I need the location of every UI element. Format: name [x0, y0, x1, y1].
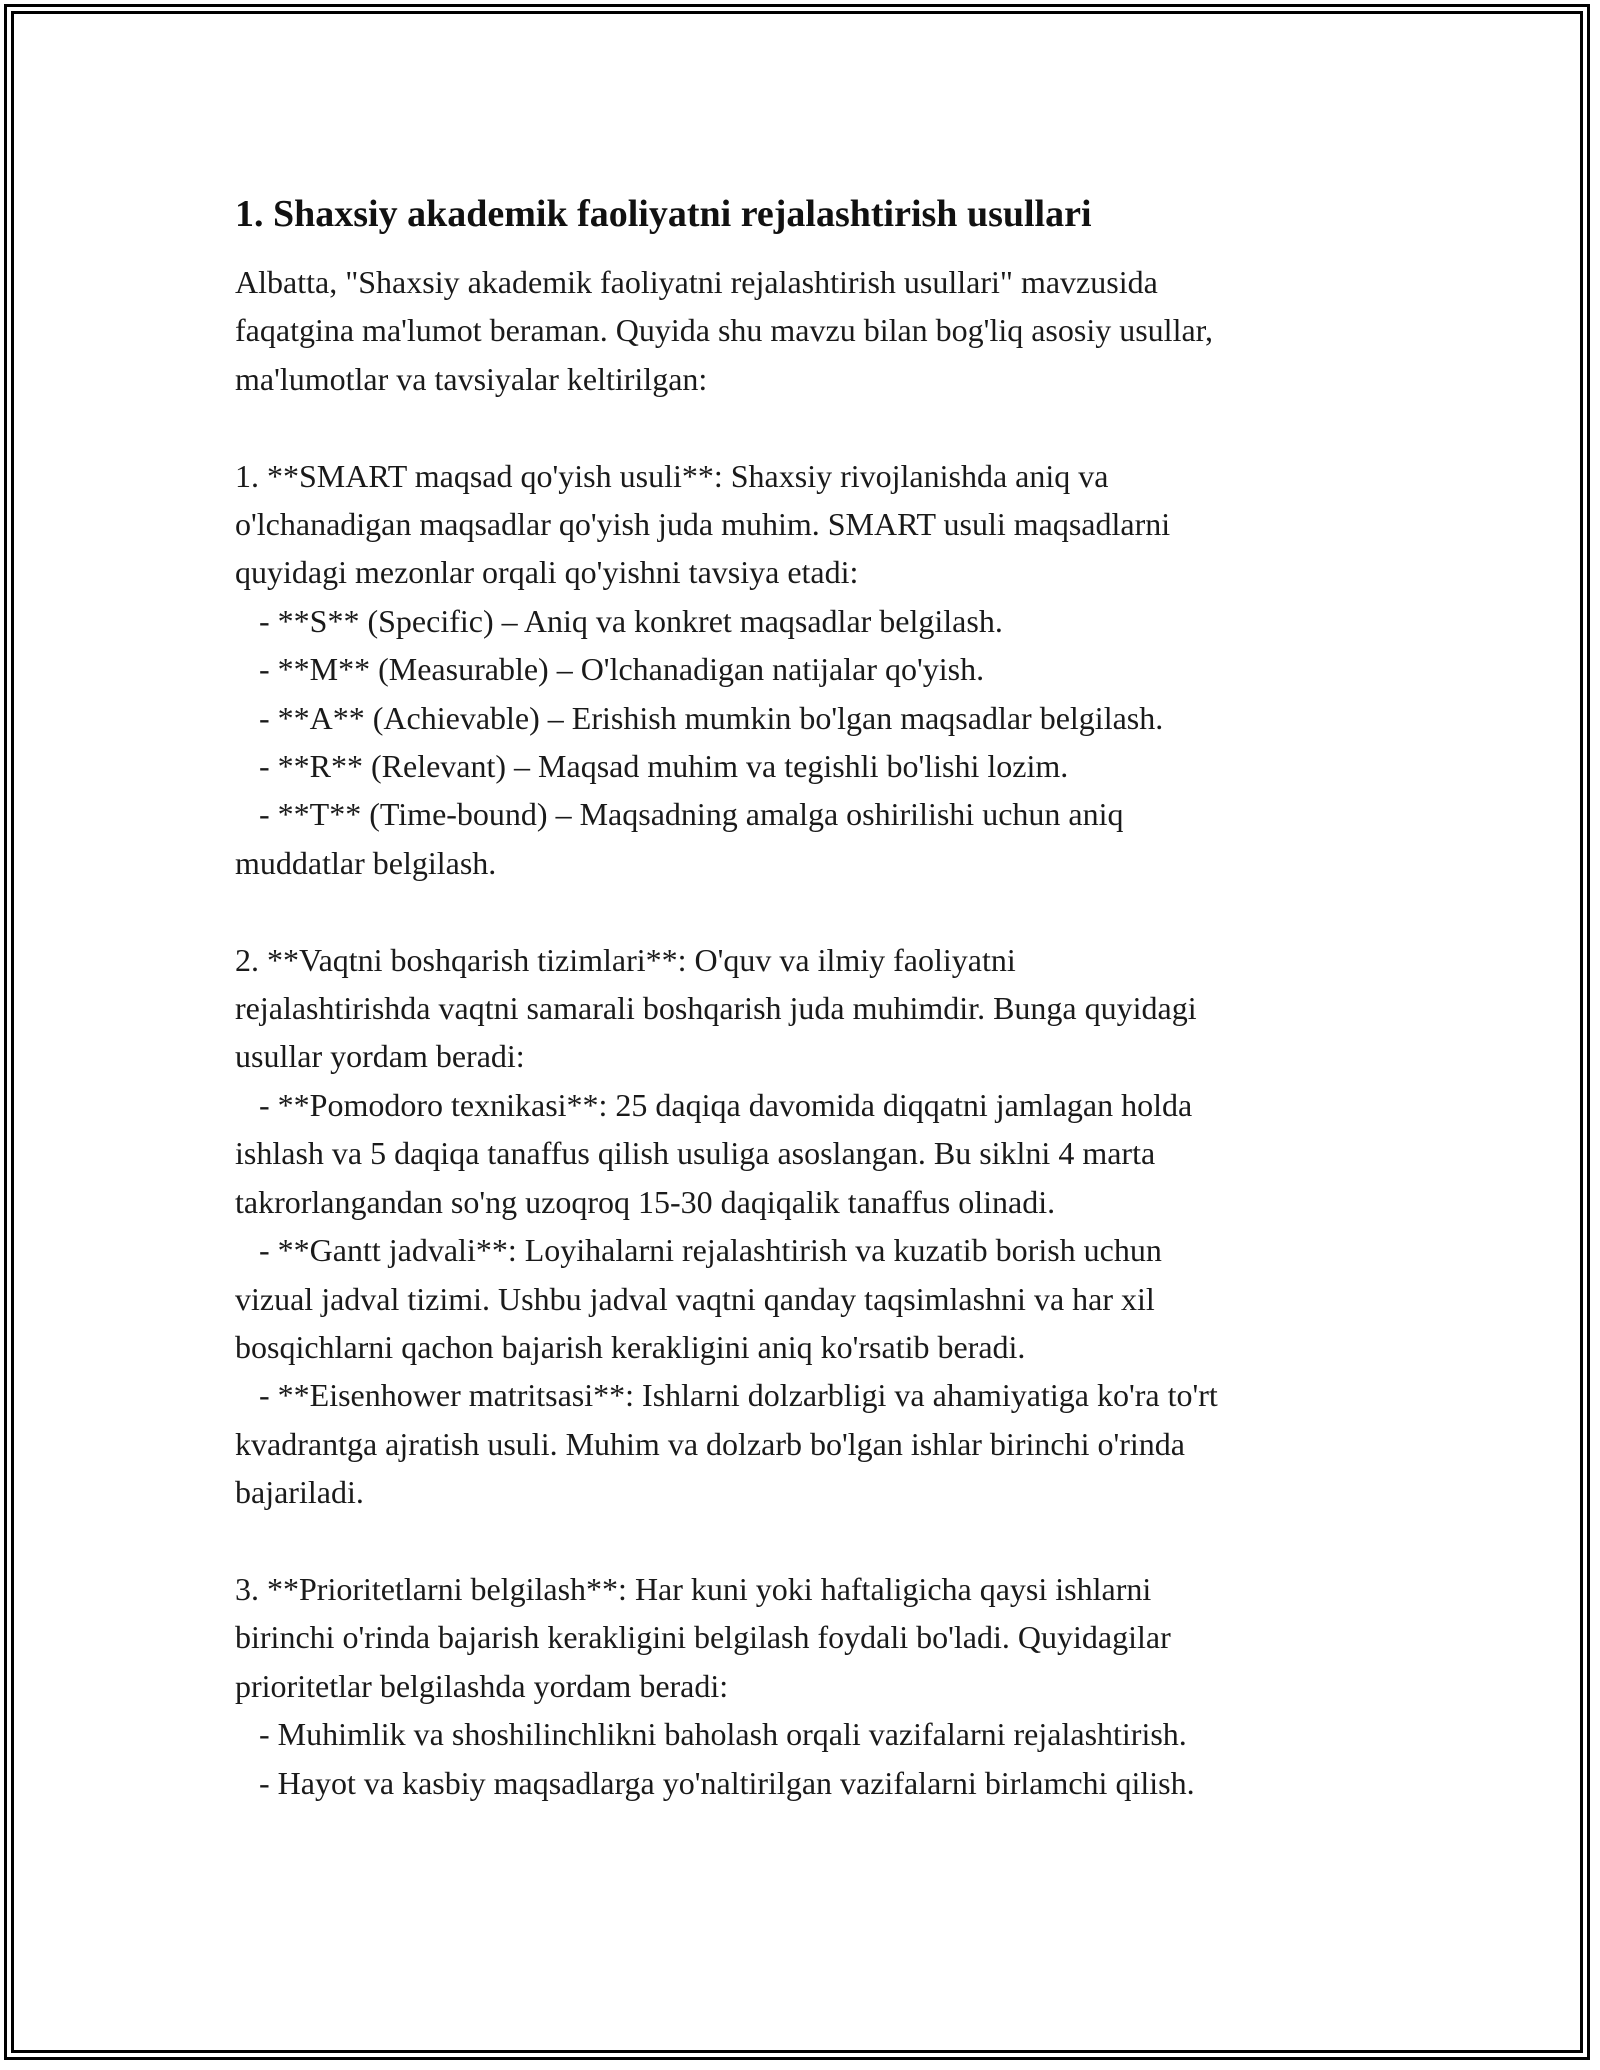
- text-line: 3. **Prioritetlarni belgilash**: Har kuni yoki haftaligicha qaysi ishlarni: [235, 1570, 1152, 1607]
- text-line: 1. **SMART maqsad qo'yish usuli**: Shaxsiy rivojlanishda aniq va: [235, 457, 1109, 494]
- text-line: prioritetlar belgilashda yordam beradi:: [235, 1667, 729, 1704]
- list-item: - Hayot va kasbiy maqsadlarga yo'naltirilgan vazifalarni birlamchi qilish.: [259, 1764, 1195, 1801]
- text-line: ishlash va 5 daqiqa tanaffus qilish usuliga asoslangan. Bu siklni 4 marta: [235, 1135, 1156, 1172]
- list-item: - **A** (Achievable) – Erishish mumkin bo'lgan maqsadlar belgilash.: [259, 699, 1164, 736]
- text-line: bosqichlarni qachon bajarish kerakligini aniq ko'rsatib beradi.: [235, 1328, 1026, 1365]
- text-line: usullar yordam beradi:: [235, 1038, 525, 1075]
- paragraph-gap: [235, 403, 1375, 451]
- paragraph-gap: [235, 887, 1375, 935]
- text-line: muddatlar belgilash.: [235, 844, 497, 881]
- section-smart: [235, 452, 1375, 888]
- text-line: faqatgina ma'lumot beraman. Quyida shu mavzu bilan bog'liq asosiy usullar,: [235, 312, 1214, 349]
- list-item: - **R** (Relevant) – Maqsad muhim va tegishli bo'lishi lozim.: [259, 748, 1069, 785]
- text-line: vizual jadval tizimi. Ushbu jadval vaqtni qanday taqsimlashni va har xil: [235, 1280, 1155, 1317]
- list-item: - Muhimlik va shoshilinchlikni baholash orqali vazifalarni rejalashtirish.: [259, 1716, 1187, 1753]
- list-item: - **Pomodoro texnikasi**: 25 daqiqa davomida diqqatni jamlagan holda: [259, 1086, 1193, 1123]
- document-title: 1. Shaxsiy akademik faoliyatni rejalashtirish usullari: [235, 193, 1092, 235]
- text-line: ma'lumotlar va tavsiyalar keltirilgan:: [235, 360, 708, 397]
- text-line: o'lchanadigan maqsadlar qo'yish juda muhim. SMART usuli maqsadlarni: [235, 506, 1171, 543]
- document-body: [235, 190, 1375, 1807]
- list-item: - **Eisenhower matritsasi**: Ishlarni dolzarbligi va ahamiyatiga ko'ra to'rt: [259, 1377, 1218, 1414]
- text-line: 2. **Vaqtni boshqarish tizimlari**: O'quv va ilmiy faoliyatni: [235, 941, 1016, 978]
- list-item: - **M** (Measurable) – O'lchanadigan natijalar qo'yish.: [259, 651, 985, 688]
- list-item: - **S** (Specific) – Aniq va konkret maqsadlar belgilash.: [259, 602, 1003, 639]
- intro-paragraph: [235, 258, 1375, 403]
- text-line: quyidagi mezonlar orqali qo'yishni tavsiya etadi:: [235, 554, 859, 591]
- paragraph-gap: [235, 1517, 1375, 1565]
- text-line: kvadrantga ajratish usuli. Muhim va dolzarb bo'lgan ishlar birinchi o'rinda: [235, 1425, 1185, 1462]
- section-priorities: [235, 1565, 1375, 1807]
- list-item: - **Gantt jadvali**: Loyihalarni rejalashtirish va kuzatib borish uchun: [259, 1232, 1162, 1269]
- text-line: rejalashtirishda vaqtni samarali boshqarish juda muhimdir. Bunga quyidagi: [235, 990, 1197, 1027]
- text-line: birinchi o'rinda bajarish kerakligini belgilash foydali bo'ladi. Quyidagilar: [235, 1619, 1171, 1656]
- list-item: - **T** (Time-bound) – Maqsadning amalga oshirilishi uchun aniq: [259, 796, 1124, 833]
- text-line: Albatta, "Shaxsiy akademik faoliyatni rejalashtirish usullari" mavzusida: [235, 264, 1158, 300]
- text-line: bajariladi.: [235, 1474, 364, 1511]
- text-line: takrorlangandan so'ng uzoqroq 15-30 daqiqalik tanaffus olinadi.: [235, 1183, 1056, 1220]
- section-time-management: [235, 936, 1375, 1517]
